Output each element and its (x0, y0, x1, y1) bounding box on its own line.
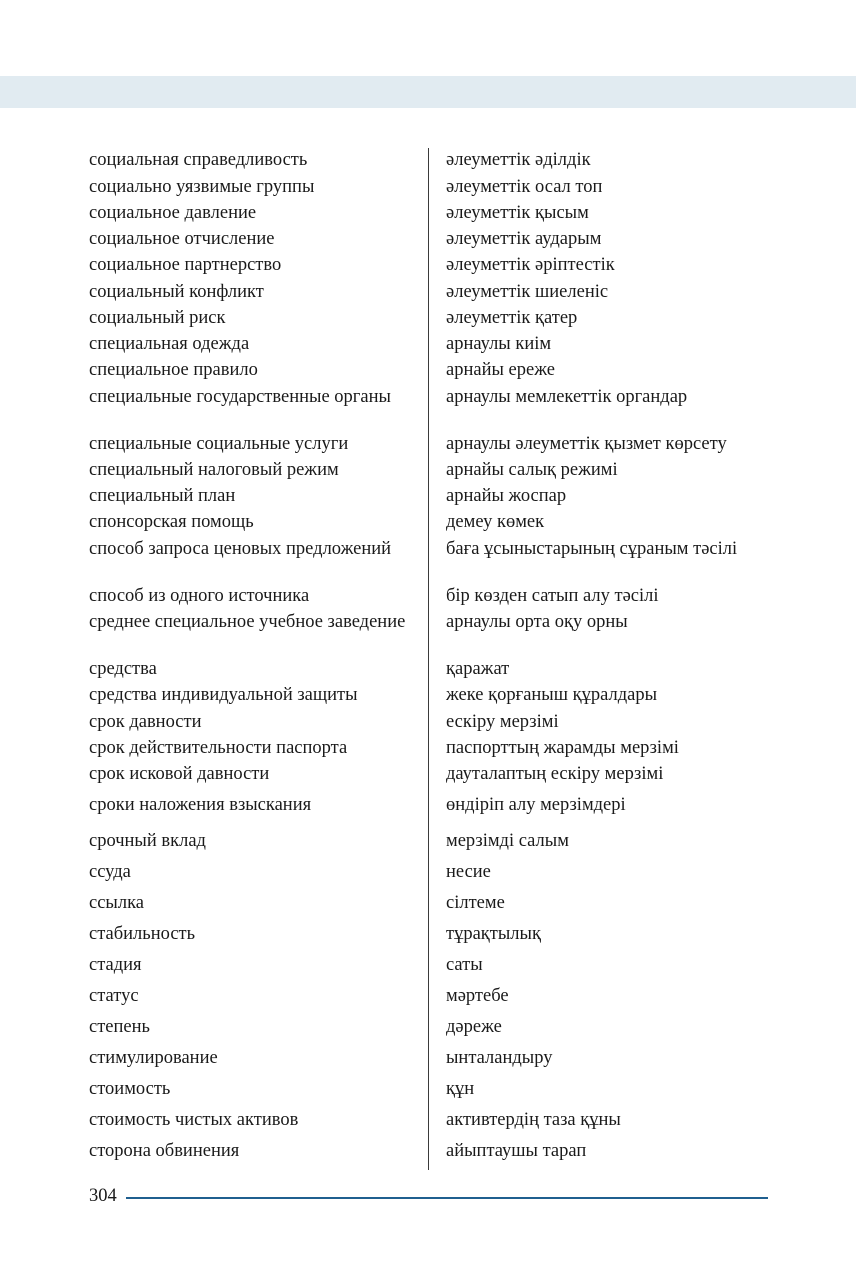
russian-term: специальный налоговый режим (89, 460, 339, 480)
kazakh-term: тұрақтылық (446, 924, 541, 944)
russian-term: срок давности (89, 712, 202, 732)
russian-term: ссуда (89, 862, 131, 882)
kazakh-term: демеу көмек (446, 512, 545, 532)
kazakh-term: паспорттың жарамды мерзімі (446, 738, 679, 758)
russian-term: социальное партнерство (89, 255, 282, 275)
russian-term: сроки наложения взыскания (89, 795, 312, 815)
russian-term: специальные социальные услуги (89, 434, 349, 454)
russian-term: сторона обвинения (89, 1141, 240, 1161)
russian-term: способ из одного источника (89, 586, 310, 606)
russian-term: средства индивидуальной защиты (89, 685, 358, 705)
russian-term: стоимость чистых активов (89, 1110, 299, 1130)
russian-term: стоимость (89, 1079, 171, 1099)
russian-term: средства (89, 659, 157, 679)
kazakh-term: бір көзден сатып алу тәсілі (446, 586, 659, 606)
kazakh-term: арнайы жоспар (446, 486, 567, 506)
russian-term: стабильность (89, 924, 196, 944)
russian-term: социальный риск (89, 308, 226, 328)
kazakh-term: әлеуметтік шиеленіс (446, 282, 609, 302)
russian-term: социально уязвимые группы (89, 177, 315, 197)
column-divider (428, 148, 429, 1170)
kazakh-term: әлеуметтік аударым (446, 229, 602, 249)
kazakh-term: активтердің таза құны (446, 1110, 621, 1130)
russian-term: специальный план (89, 486, 236, 506)
kazakh-term: өндіріп алу мерзімдері (446, 795, 626, 815)
header-band (0, 76, 856, 108)
russian-term: стадия (89, 955, 142, 975)
russian-term: специальная одежда (89, 334, 250, 354)
kazakh-term: әлеуметтік қатер (446, 308, 578, 328)
kazakh-term: сілтеме (446, 893, 505, 913)
kazakh-term: арнаулы мемлекеттік органдар (446, 387, 688, 407)
kazakh-term: жеке қорғаныш құралдары (446, 685, 657, 705)
kazakh-term: баға ұсыныстарының сұраным тәсілі (446, 539, 738, 559)
russian-term: специальные государственные органы (89, 387, 391, 407)
kazakh-term: әлеуметтік қысым (446, 203, 589, 223)
kazakh-term: арнайы салық режимі (446, 460, 618, 480)
russian-term: срок действительности паспорта (89, 738, 348, 758)
kazakh-term: арнайы ереже (446, 360, 555, 380)
page-number: 304 (89, 1186, 117, 1206)
kazakh-term: қаражат (446, 659, 510, 679)
russian-term: способ запроса ценовых предложений (89, 539, 392, 559)
kazakh-term: әлеуметтік әріптестік (446, 255, 615, 275)
kazakh-term: мерзімді салым (446, 831, 569, 851)
kazakh-term: дауталаптың ескіру мерзімі (446, 764, 664, 784)
russian-term: срок исковой давности (89, 764, 270, 784)
kazakh-term: ескіру мерзімі (446, 712, 559, 732)
kazakh-term: арнаулы әлеуметтік қызмет көрсету (446, 434, 727, 454)
russian-term: спонсорская помощь (89, 512, 254, 532)
kazakh-term: несие (446, 862, 491, 882)
russian-term: социальное давление (89, 203, 257, 223)
kazakh-term: дәреже (446, 1017, 502, 1037)
russian-term: срочный вклад (89, 831, 206, 851)
russian-term: ссылка (89, 893, 145, 913)
russian-term: степень (89, 1017, 150, 1037)
footer-rule (126, 1197, 768, 1199)
kazakh-term: әлеуметтік осал топ (446, 177, 603, 197)
russian-term: стимулирование (89, 1048, 218, 1068)
kazakh-term: саты (446, 955, 483, 975)
russian-term: статус (89, 986, 139, 1006)
russian-term: социальная справедливость (89, 150, 308, 170)
kazakh-term: ынталандыру (446, 1048, 553, 1068)
kazakh-term: арнаулы киім (446, 334, 552, 354)
kazakh-term: әлеуметтік әділдік (446, 150, 591, 170)
russian-term: социальное отчисление (89, 229, 275, 249)
kazakh-term: арнаулы орта оқу орны (446, 612, 628, 632)
russian-term: среднее специальное учебное заведение (89, 612, 406, 632)
russian-term: специальное правило (89, 360, 258, 380)
russian-term: социальный конфликт (89, 282, 264, 302)
kazakh-term: құн (446, 1079, 475, 1099)
kazakh-term: мәртебе (446, 986, 509, 1006)
kazakh-term: айыптаушы тарап (446, 1141, 587, 1161)
